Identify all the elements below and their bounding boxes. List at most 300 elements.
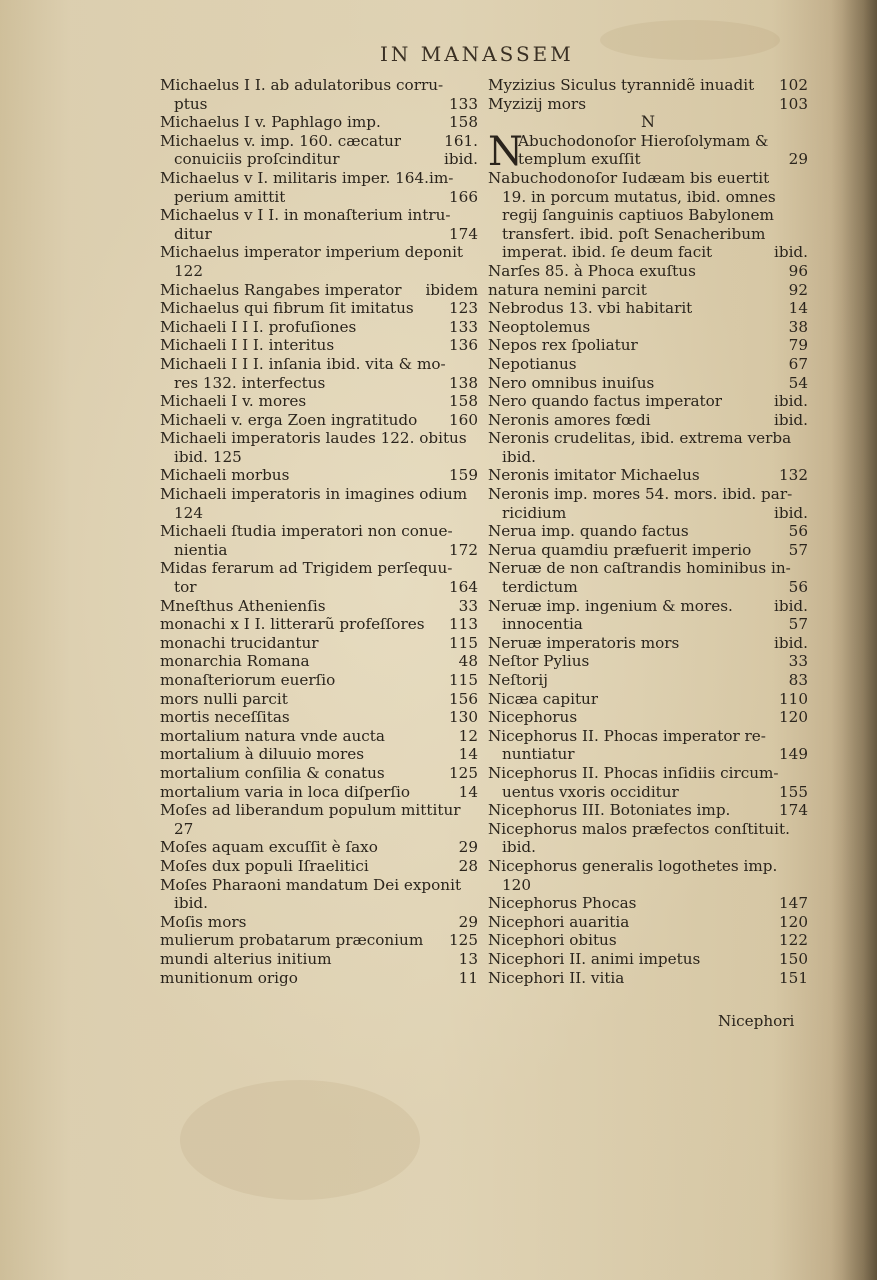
- index-entry: [160, 559, 478, 596]
- index-entry: [488, 429, 808, 466]
- page-reference: ibid.: [774, 243, 808, 262]
- index-entry: [160, 634, 478, 653]
- entry-text: imperat. ibid. ſe deum facit: [502, 243, 713, 262]
- entry-text: Michaeli I I I. interitus: [160, 336, 335, 355]
- index-entry: [488, 281, 808, 300]
- entry-text: Michaelus I v. Paphlago imp.: [160, 113, 381, 132]
- index-entry: [488, 374, 808, 393]
- entry-text: mortalium natura vnde aucta: [160, 726, 385, 745]
- entry-text: Nicephorus malos præfectos conſtituit.: [488, 819, 790, 838]
- index-entry: [160, 783, 478, 802]
- index-entry: [160, 857, 478, 876]
- entry-line: [160, 597, 478, 616]
- index-entry: [488, 857, 808, 894]
- page-reference: 120: [779, 708, 808, 727]
- entry-text: Moſes ad liberandum populum mittitur: [160, 801, 461, 820]
- entry-line: [488, 894, 808, 913]
- page-reference: 29: [458, 838, 478, 857]
- entry-text: mulierum probatarum præconium: [160, 931, 424, 950]
- page-reference: ibidem: [425, 280, 478, 299]
- page-reference: 147: [779, 894, 808, 913]
- index-entry: [488, 671, 808, 690]
- index-entry: [160, 76, 478, 113]
- index-entry: [160, 969, 478, 988]
- index-entry: [160, 299, 478, 318]
- entry-line: [488, 615, 808, 634]
- page-reference: 120: [779, 912, 808, 931]
- drop-cap-letter: N: [488, 128, 523, 175]
- entry-line: [160, 95, 478, 114]
- entry-text: Neoptolemus: [488, 317, 591, 336]
- entry-line: [488, 299, 808, 318]
- index-entry: [488, 597, 808, 634]
- page-reference: 48: [458, 652, 478, 671]
- entry-line: [488, 857, 808, 876]
- entry-text: mors nulli parcit: [160, 689, 288, 708]
- running-header: IN MANASSEM: [380, 42, 574, 66]
- entry-line: [160, 411, 478, 430]
- entry-text: res 132. interfectus: [174, 373, 326, 392]
- index-entry: [488, 466, 808, 485]
- index-entry: [160, 281, 478, 300]
- entry-line: [160, 76, 478, 95]
- page-reference: 103: [779, 94, 808, 113]
- entry-line: [160, 783, 478, 802]
- entry-text: Nicæa capitur: [488, 689, 599, 708]
- index-entry: [488, 485, 808, 522]
- index-entry: [488, 764, 808, 801]
- entry-line: [488, 578, 808, 597]
- entry-text: Nebrodus 13. vbi habitarit: [488, 299, 693, 318]
- index-entry: [488, 128, 808, 175]
- entry-line: [160, 894, 478, 913]
- entry-text: Nicephorus generalis logothetes imp.: [488, 856, 778, 875]
- entry-text: mortalium à diluuio mores: [160, 745, 364, 764]
- entry-text: Nicephori obitus: [488, 931, 617, 950]
- entry-text: 27: [174, 819, 194, 838]
- page-reference: 115: [449, 633, 478, 652]
- entry-line: [160, 857, 478, 876]
- entry-line: [160, 708, 478, 727]
- entry-line: [160, 243, 478, 262]
- index-entry: [488, 634, 808, 653]
- entry-text: natura nemini parcit: [488, 280, 647, 299]
- entry-text: innocentia: [502, 615, 583, 634]
- page-reference: 115: [449, 671, 478, 689]
- index-entry: [488, 262, 808, 281]
- page-reference: 164: [449, 578, 478, 597]
- page-reference: 174: [449, 224, 478, 243]
- entry-line: [160, 522, 478, 541]
- index-entry: [160, 931, 478, 950]
- index-entry: [488, 801, 808, 820]
- entry-text: Michaeli imperatoris laudes 122. obitus: [160, 429, 467, 448]
- entry-text: Neronis imitator Michaelus: [488, 466, 700, 485]
- page-reference: 12: [458, 726, 478, 745]
- index-column-right: [488, 76, 808, 987]
- page-reference: 110: [779, 689, 808, 708]
- page-reference: ibid.: [774, 392, 808, 411]
- entry-line: [488, 838, 808, 857]
- page-reference: 28: [458, 856, 478, 875]
- entry-text: Nicephori auaritia: [488, 912, 630, 931]
- page-reference: 67: [788, 354, 808, 373]
- page-reference: 159: [449, 466, 478, 485]
- entry-line: [488, 150, 808, 169]
- entry-line: [488, 708, 808, 727]
- page-reference: 13: [458, 949, 478, 968]
- entry-text: Michaeli ſtudia imperatori non conue-: [160, 522, 453, 541]
- index-entry: [160, 318, 478, 337]
- page-reference: 14: [458, 782, 478, 801]
- page-reference: 133: [449, 94, 478, 113]
- index-entry: [488, 169, 808, 262]
- index-entry: [488, 969, 808, 988]
- index-entry: [160, 597, 478, 616]
- entry-text: Mneſthus Athenienſis: [160, 596, 326, 615]
- entry-text: 122: [174, 261, 203, 280]
- page-reference: ibid.: [774, 596, 808, 615]
- entry-line: [160, 374, 478, 393]
- entry-text: mundi alterius initium: [160, 949, 332, 968]
- entry-line: [488, 243, 808, 262]
- index-entry: [488, 708, 808, 727]
- entry-line: [160, 541, 478, 560]
- entry-line: [160, 169, 478, 188]
- page-reference: 158: [449, 392, 478, 411]
- entry-line: [488, 355, 808, 374]
- page-reference: 155: [779, 782, 808, 801]
- entry-text: Narſes 85. à Phoca exuſtus: [488, 261, 696, 280]
- index-entry: [160, 764, 478, 783]
- page-reference: 83: [788, 671, 808, 689]
- index-entry: [160, 466, 478, 485]
- entry-line: [488, 727, 808, 746]
- entry-line: [488, 671, 808, 690]
- entry-line: [488, 522, 808, 541]
- index-entry: [488, 392, 808, 411]
- entry-line: [488, 783, 808, 802]
- entry-text: Michaeli I v. mores: [160, 392, 307, 411]
- entry-line: [488, 745, 808, 764]
- entry-text: Nicephorus Phocas: [488, 894, 637, 913]
- entry-line: [488, 820, 808, 839]
- page-reference: 160: [449, 410, 478, 429]
- entry-text: terdictum: [502, 578, 578, 597]
- entry-text: Moſes aquam excuſſit è ſaxo: [160, 838, 378, 857]
- entry-text: Nepos rex ſpoliatur: [488, 336, 638, 355]
- entry-line: [488, 690, 808, 709]
- index-entry: [488, 76, 808, 95]
- index-entry: [488, 95, 808, 114]
- index-entry: [488, 336, 808, 355]
- entry-line: [488, 634, 808, 653]
- entry-line: [488, 485, 808, 504]
- entry-text: Moſis mors: [160, 912, 247, 931]
- entry-line: [488, 950, 808, 969]
- index-entry: [160, 411, 478, 430]
- index-entry: [160, 950, 478, 969]
- entry-line: [488, 801, 808, 820]
- index-entry: [160, 876, 478, 913]
- entry-text: monachi trucidantur: [160, 633, 319, 652]
- page-reference: 79: [788, 336, 808, 355]
- entry-text: Michaeli I I I. profuſiones: [160, 317, 357, 336]
- entry-line: [160, 448, 478, 467]
- entry-line: [488, 262, 808, 281]
- entry-line: [160, 634, 478, 653]
- page-reference: 56: [788, 522, 808, 541]
- entry-line: [488, 913, 808, 932]
- entry-text: 120: [502, 875, 531, 894]
- entry-text: monaſteriorum euerſio: [160, 671, 336, 689]
- index-entry: [488, 894, 808, 913]
- entry-text: Neruæ imperatoris mors: [488, 633, 680, 652]
- entry-text: Neſtor Pylius: [488, 652, 590, 671]
- entry-line: [488, 597, 808, 616]
- entry-text: ditur: [174, 224, 212, 243]
- entry-text: templum exuſſit: [518, 150, 641, 169]
- index-entry: [160, 336, 478, 355]
- entry-text: Nabuchodonoſor Iudæam bis euertit: [488, 168, 770, 187]
- page-reference: 54: [788, 373, 808, 392]
- entry-text: Nero quando factus imperator: [488, 392, 723, 411]
- entry-text: ibid.: [502, 447, 536, 466]
- page-reference: 132: [779, 466, 808, 485]
- page-reference: ibid.: [444, 150, 478, 169]
- entry-text: Michaelus v I. militaris imper. 164.im-: [160, 168, 454, 187]
- entry-text: Michaeli v. erga Zoen ingratitudo: [160, 410, 418, 429]
- page-reference: 156: [449, 689, 478, 708]
- entry-line: [160, 876, 478, 895]
- index-entry: [160, 522, 478, 559]
- entry-line: [488, 206, 808, 225]
- page-reference: 130: [449, 708, 478, 727]
- entry-line: [160, 652, 478, 671]
- entry-line: [488, 541, 808, 560]
- entry-line: [160, 559, 478, 578]
- entry-line: [488, 969, 808, 988]
- entry-line: [488, 764, 808, 783]
- entry-line: [488, 876, 808, 895]
- page-reference: 174: [779, 801, 808, 820]
- page-reference: 33: [788, 652, 808, 671]
- page-reference: 96: [788, 261, 808, 280]
- entry-line: [160, 727, 478, 746]
- index-column-left: [160, 76, 478, 987]
- entry-line: [488, 411, 808, 430]
- index-entry: [160, 652, 478, 671]
- entry-line: [160, 262, 478, 281]
- entry-text: Nicephori II. vitia: [488, 968, 625, 987]
- letter-section-heading: N: [641, 112, 655, 132]
- page-reference: 11: [458, 968, 478, 987]
- entry-line: [160, 950, 478, 969]
- entry-line: [160, 150, 478, 169]
- index-entry: [160, 429, 478, 466]
- page-reference: 57: [788, 540, 808, 559]
- page-reference: 29: [458, 912, 478, 931]
- entry-line: [488, 336, 808, 355]
- index-entry: [160, 801, 478, 838]
- entry-text: Michaelus imperator imperium deponit: [160, 243, 464, 262]
- index-entry: [160, 838, 478, 857]
- entry-text: Neronis crudelitas, ibid. extrema verba: [488, 429, 792, 448]
- entry-text: Nicephorus III. Botoniates imp.: [488, 801, 731, 820]
- entry-line: [160, 225, 478, 244]
- index-entry: [160, 485, 478, 522]
- page-reference: 92: [788, 280, 808, 299]
- entry-line: [160, 355, 478, 374]
- index-entry: [488, 727, 808, 764]
- index-entry: [488, 541, 808, 560]
- page-reference: 125: [449, 931, 478, 950]
- entry-line: [160, 838, 478, 857]
- page-reference: 151: [779, 968, 808, 987]
- entry-text: 19. in porcum mutatus, ibid. omnes: [502, 187, 776, 206]
- entry-line: [160, 466, 478, 485]
- entry-text: Nicephorus II. Phocas imperator re-: [488, 726, 766, 745]
- entry-line: [160, 578, 478, 597]
- entry-text: mortis neceſſitas: [160, 708, 290, 727]
- index-entry: [160, 745, 478, 764]
- entry-text: Nicephori II. animi impetus: [488, 949, 701, 968]
- entry-text: Michaelus qui fibrum ſit imitatus: [160, 299, 414, 318]
- entry-line: [160, 745, 478, 764]
- entry-text: Michaelus v. imp. 160. cæcatur: [160, 131, 402, 150]
- index-entry: [488, 931, 808, 950]
- entry-line: [160, 764, 478, 783]
- index-entry: [160, 615, 478, 634]
- index-entry: [488, 950, 808, 969]
- index-entry: [160, 243, 478, 280]
- page-reference: 102: [779, 76, 808, 94]
- index-entry: [488, 820, 808, 857]
- entry-line: [488, 132, 808, 151]
- entry-text: perium amittit: [174, 187, 286, 206]
- entry-text: ptus: [174, 94, 208, 113]
- entry-text: Michaelus v I I. in monaſterium intru-: [160, 206, 451, 225]
- entry-line: [488, 559, 808, 578]
- entry-text: ibid.: [174, 894, 208, 913]
- entry-text: mortalium conſilia & conatus: [160, 763, 385, 782]
- entry-text: transfert. ibid. poſt Senacheribum: [502, 224, 766, 243]
- page-reference: 161.: [444, 131, 478, 150]
- entry-line: [488, 318, 808, 337]
- entry-line: [160, 318, 478, 337]
- entry-line: [160, 504, 478, 523]
- index-entry: [160, 132, 478, 169]
- entry-line: [160, 969, 478, 988]
- page-reference: 166: [449, 187, 478, 206]
- entry-text: tor: [174, 578, 197, 597]
- entry-text: Moſes Pharaoni mandatum Dei exponit: [160, 875, 462, 894]
- page-reference: 14: [788, 299, 808, 318]
- entry-line: [160, 931, 478, 950]
- page-reference: 56: [788, 578, 808, 597]
- entry-text: Neſtorij: [488, 671, 548, 689]
- entry-line: [488, 374, 808, 393]
- entry-line: [160, 336, 478, 355]
- entry-line: [160, 188, 478, 207]
- index-entry: [160, 708, 478, 727]
- entry-text: Michaeli morbus: [160, 466, 290, 485]
- entry-line: [160, 113, 478, 132]
- index-entry: [160, 113, 478, 132]
- index-entry: [488, 559, 808, 596]
- entry-text: Neruæ imp. ingenium & mores.: [488, 596, 733, 615]
- page-reference: 133: [449, 317, 478, 336]
- entry-line: [488, 392, 808, 411]
- paper-stain: [180, 1080, 420, 1200]
- entry-text: Neronis imp. mores 54. mors. ibid. par-: [488, 485, 793, 504]
- entry-line: [488, 225, 808, 244]
- index-entry: [488, 913, 808, 932]
- entry-text: Neruæ de non caſtrandis hominibus in-: [488, 559, 791, 578]
- entry-text: uentus vxoris occiditur: [502, 782, 679, 801]
- entry-text: Michaeli I I I. inſania ibid. vita & mo-: [160, 354, 446, 373]
- entry-line: [160, 206, 478, 225]
- index-entry: [160, 913, 478, 932]
- index-entry: [488, 652, 808, 671]
- entry-line: [160, 485, 478, 504]
- entry-line: [160, 132, 478, 151]
- entry-text: Nicephorus: [488, 708, 578, 727]
- entry-line: [488, 76, 808, 95]
- index-entry: [488, 318, 808, 337]
- index-entry: [160, 206, 478, 243]
- index-entry: [160, 392, 478, 411]
- entry-line: [488, 169, 808, 188]
- entry-text: munitionum origo: [160, 968, 298, 987]
- index-entry: [488, 299, 808, 318]
- entry-text: Neronis amores fœdi: [488, 410, 651, 429]
- page-reference: ibid.: [774, 633, 808, 652]
- index-entry: [488, 355, 808, 374]
- page-reference: 138: [449, 373, 478, 392]
- index-entry: [488, 411, 808, 430]
- entry-text: ibid. 125: [174, 447, 242, 466]
- page-reference: 123: [449, 299, 478, 318]
- entry-text: Myzizius Siculus tyrannidẽ inuadit: [488, 76, 755, 94]
- entry-text: ibid.: [502, 838, 536, 857]
- entry-text: Nero omnibus inuiſus: [488, 373, 655, 392]
- entry-text: nuntiatur: [502, 745, 575, 764]
- entry-text: Moſes dux populi Iſraelitici: [160, 856, 369, 875]
- page-reference: 113: [449, 615, 478, 634]
- entry-line: [160, 392, 478, 411]
- entry-text: Nerua imp. quando factus: [488, 522, 689, 541]
- entry-text: mortalium varia in loca diſperſio: [160, 782, 410, 801]
- page-reference: 29: [788, 150, 808, 169]
- entry-line: [160, 615, 478, 634]
- entry-line: [160, 820, 478, 839]
- entry-line: [488, 466, 808, 485]
- page-reference: 38: [788, 317, 808, 336]
- entry-text: conuiciis proſcinditur: [174, 150, 340, 169]
- index-entry: [488, 522, 808, 541]
- entry-text: regij ſanguinis captiuos Babylonem: [502, 206, 774, 225]
- index-entry: [488, 690, 808, 709]
- entry-text: monarchia Romana: [160, 652, 310, 671]
- index-entry: [160, 690, 478, 709]
- entry-line: [160, 299, 478, 318]
- entry-line: [160, 281, 478, 300]
- index-entry: [160, 169, 478, 206]
- entry-text: Midas ferarum ad Trigidem perſequu-: [160, 559, 453, 578]
- entry-text: Myzizij mors: [488, 94, 586, 113]
- entry-text: nientia: [174, 540, 228, 559]
